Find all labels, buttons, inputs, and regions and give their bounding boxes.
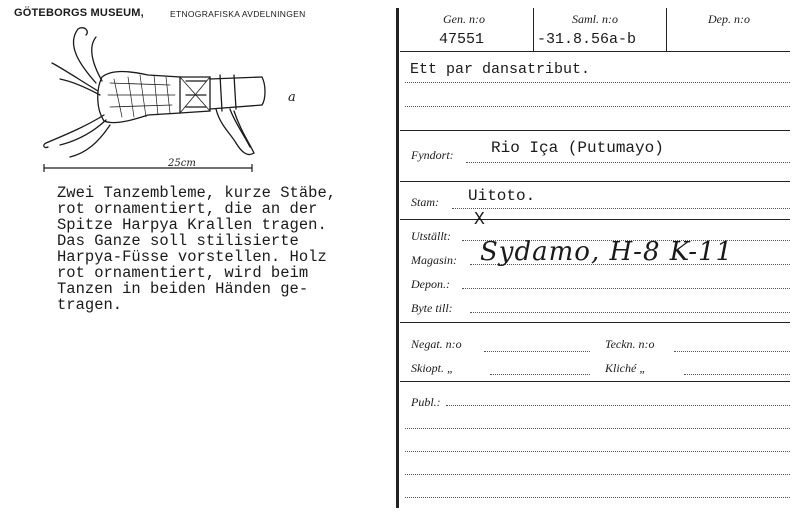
negat-label: Negat. n:o xyxy=(411,337,462,351)
stam-value: Uitoto. xyxy=(468,187,536,205)
object-title: Ett par dansatribut. xyxy=(410,61,591,78)
depon-label: Depon.: xyxy=(411,277,450,291)
teckn-label: Teckn. n:o xyxy=(605,337,655,351)
saml-number-label: Saml. n:o xyxy=(572,12,618,26)
magasin-label: Magasin: xyxy=(411,253,457,267)
utstallt-label: Utställt: xyxy=(411,229,452,243)
gen-number-label: Gen. n:o xyxy=(443,12,485,26)
card-divider xyxy=(396,8,399,508)
kliche-label: Kliché „ xyxy=(605,361,646,375)
fyndort-label: Fyndort: xyxy=(411,148,454,162)
fyndort-value: Rio Iça (Putumayo) xyxy=(491,139,664,157)
stam-label: Stam: xyxy=(411,195,439,209)
magasin-value: Sydamo, H-8 K-11 xyxy=(480,237,734,267)
description-text: Zwei Tanzembleme, kurze Stäbe, rot ornamentiert, die an der Spitze Harpya Krallen tragen. Das Ganze soll stilisierte Harpya-Füsse vorstellen. Holz rot ornamentiert, wird beim Tanzen in beiden Händen ge- tragen. xyxy=(57,184,337,314)
museum-name: GÖTEBORGS MUSEUM, xyxy=(14,7,144,19)
department-name: ETNOGRAFISKA AVDELNINGEN xyxy=(170,9,306,19)
scale-label: 25cm xyxy=(168,158,196,169)
claw-sketch xyxy=(30,25,310,180)
dep-number-label: Dep. n:o xyxy=(708,12,750,26)
publ-label: Publ.: xyxy=(411,395,441,409)
gen-number-value: 47551 xyxy=(439,31,485,48)
saml-number-value: -31.8.56a-b xyxy=(537,31,637,48)
byte-till-label: Byte till: xyxy=(411,301,453,315)
skiopt-label: Skiopt. „ xyxy=(411,361,454,375)
figure-label: a xyxy=(288,90,296,105)
utstallt-mark: X xyxy=(474,210,485,230)
